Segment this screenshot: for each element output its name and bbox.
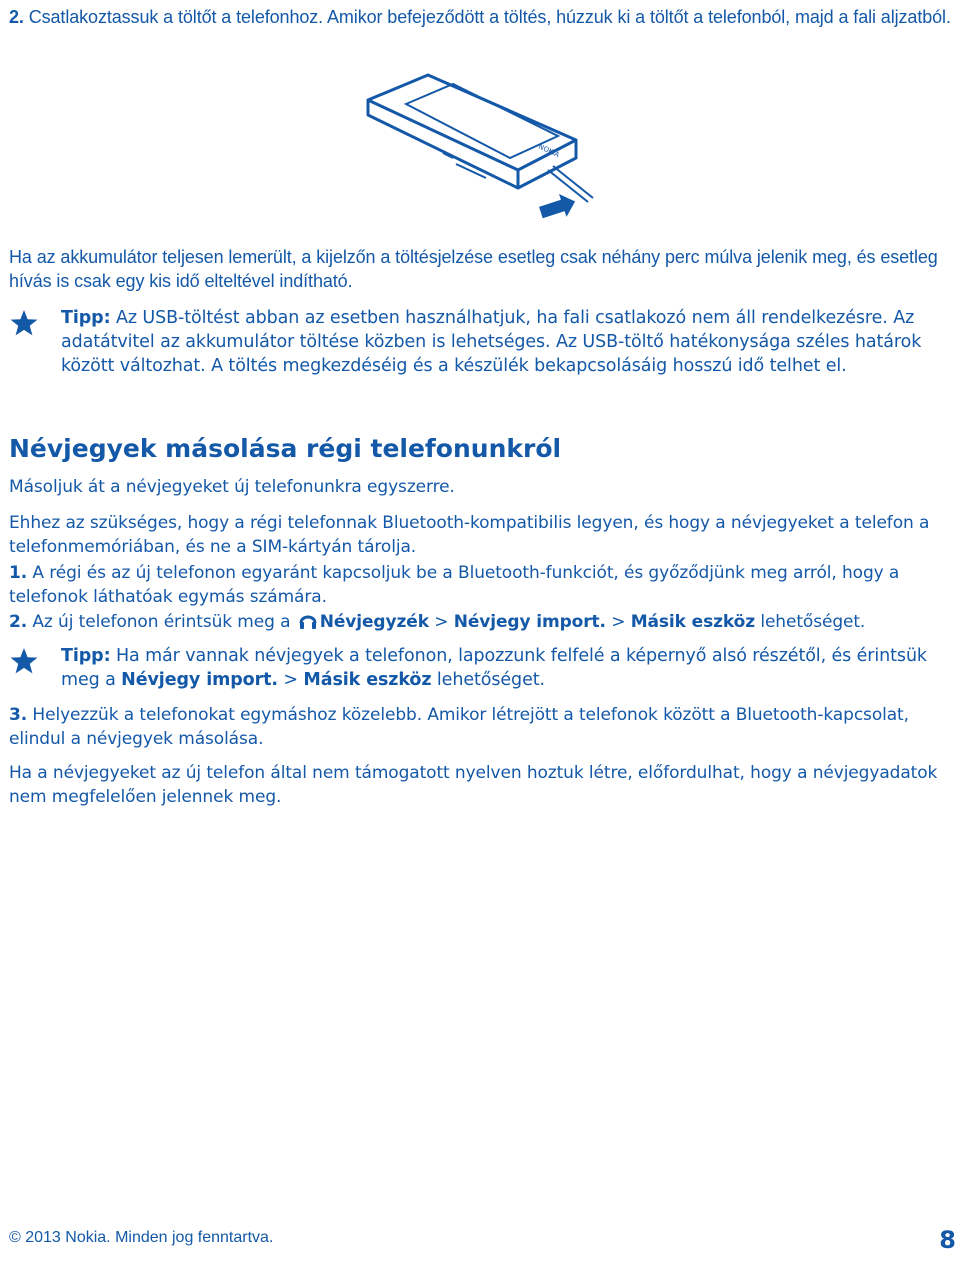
tip-body-end: lehetőséget. — [431, 670, 545, 690]
separator: > — [428, 612, 454, 632]
tip-text — [61, 306, 954, 378]
separator: > — [605, 612, 631, 632]
step-number: 2. — [9, 612, 28, 632]
step-number: 2. — [9, 7, 24, 27]
battery-note: Ha az akkumulátor teljesen lemerült, a kijelzőn a töltésjelzése esetleg csak néhány perc múlva jelenik meg, és esetleg hívás is csak egy kis idő elteltével indítható. — [9, 247, 938, 291]
section-heading: Névjegyek másolása régi telefonunkról — [9, 434, 562, 463]
step-number: 3. — [9, 705, 28, 725]
tip-body: Az USB-töltést abban az esetben használhatjuk, ha fali csatlakozó nem áll rendelkezésre. Az adatátvitel az akkumulátor töltése közben is lehetséges. Az USB-töltő hatékonysága széles határok között változhat. A töltés megkezdéséig és a készülék bekapcsolásáig hosszú idő telhet el. — [61, 308, 922, 376]
copy-step-1 — [9, 562, 954, 609]
menu-path-import: Névjegy import. — [453, 612, 606, 632]
separator: > — [277, 670, 304, 690]
step-text-end: lehetőséget. — [755, 612, 866, 632]
step-text: Helyezzük a telefonokat egymáshoz közelebb. Amikor létrejött a telefonok között a Bluetooth-kapcsolat, elindul a névjegyek másolása. — [9, 705, 909, 749]
language-note: Ha a névjegyeket az új telefon által nem támogatott nyelven hoztuk létre, előfordulhat, hogy a névjegyadatok nem megfelelően jelennek meg. — [9, 763, 938, 807]
charging-step-2 — [9, 5, 954, 29]
tip-label: Tipp: — [61, 646, 111, 666]
copy-step-3 — [9, 704, 954, 751]
contacts-icon — [298, 610, 318, 630]
phone-charging-illustration-icon — [358, 70, 608, 220]
menu-path-other-device: Másik eszköz — [303, 670, 432, 690]
tip-label: Tipp: — [61, 308, 111, 328]
requirement-text: Ehhez az szükséges, hogy a régi telefonnak Bluetooth-kompatibilis legyen, és hogy a névjegyeket a telefon a telefonmemóriában, és ne a SIM-kártyán tárolja. — [9, 513, 930, 557]
step-text: Az új telefonon érintsük meg a — [27, 612, 296, 632]
section-intro: Másoljuk át a névjegyeket új telefonunkra egyszerre. — [9, 477, 455, 497]
tip-body: Ha már vannak névjegyek a telefonon, lapozzunk felfelé a képernyő alsó részétől, és érintsük meg a — [61, 646, 927, 690]
footer-copyright: © 2013 Nokia. Minden jog fenntartva. — [9, 1229, 274, 1246]
tip-text — [61, 644, 954, 692]
star-icon — [9, 308, 39, 338]
step-text: A régi és az új telefonon egyaránt kapcsoljuk be a Bluetooth-funkciót, és győződjünk meg arról, hogy a telefonok láthatóak egymás számára. — [9, 563, 900, 607]
svg-text:NOKIA: NOKIA — [537, 142, 561, 160]
menu-path-other-device: Másik eszköz — [630, 612, 756, 632]
step-number: 1. — [9, 563, 28, 583]
step-text: Csatlakoztassuk a töltőt a telefonhoz. Amikor befejeződött a töltés, húzzuk ki a töltőt a telefonból, majd a fali aljzatból. — [28, 7, 951, 27]
star-icon — [9, 646, 39, 676]
tip-import — [9, 644, 954, 692]
menu-path-contacts: Névjegyzék — [319, 612, 429, 632]
copy-step-2 — [9, 610, 954, 635]
tip-usb-charging — [9, 306, 954, 378]
page-number: 8 — [939, 1226, 956, 1254]
menu-path-import: Névjegy import. — [121, 670, 278, 690]
